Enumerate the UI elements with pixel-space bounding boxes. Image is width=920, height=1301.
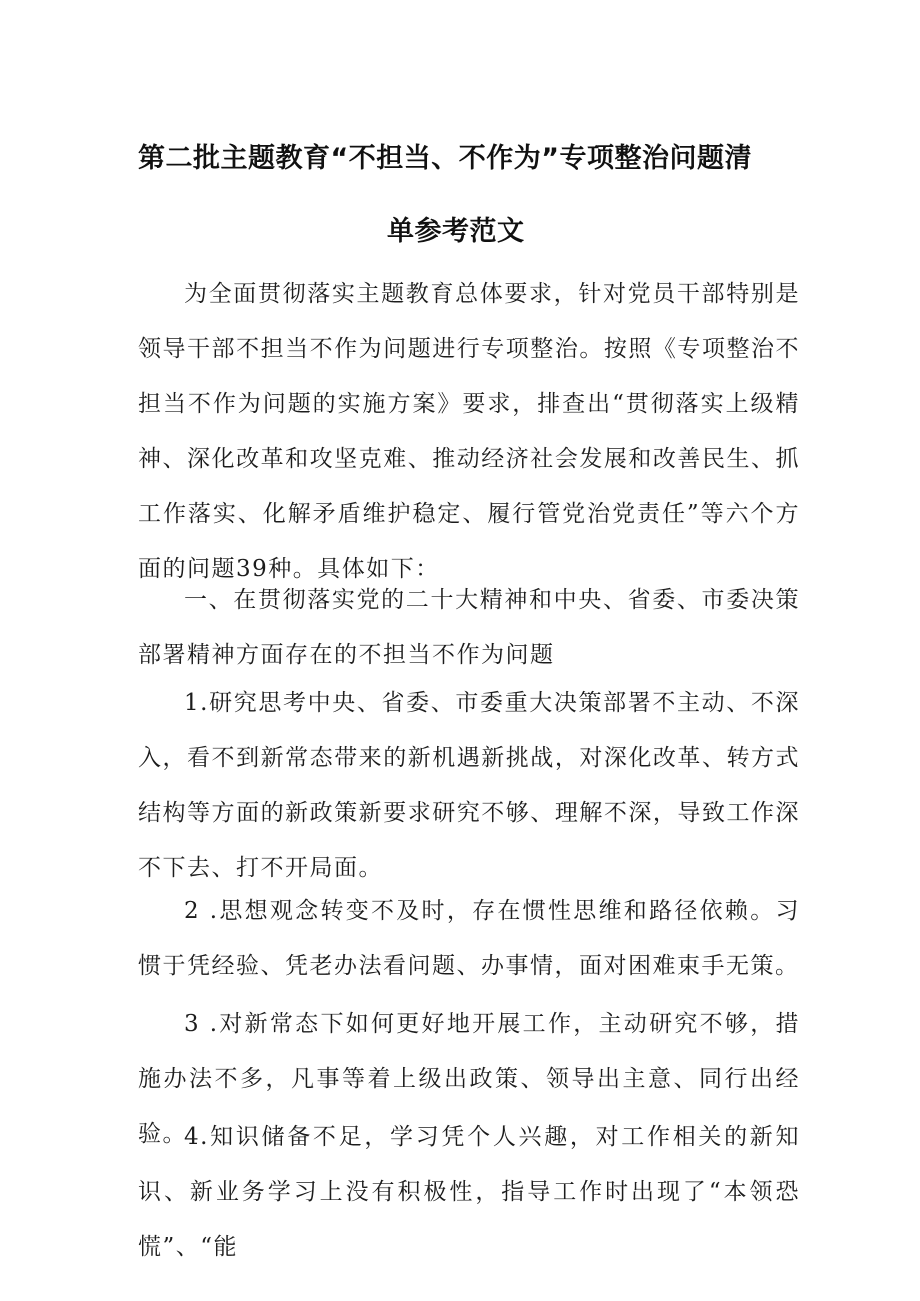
- list-item-1: 1.研究思考中央、省委、市委重大决策部署不主动、不深入，看不到新常态带来的新机遇新挑战，对深化改革、转方式结构等方面的新政策新要求研究不够、理解不深，导致工作深不下去、打不开局面。: [138, 690, 800, 881]
- intro-paragraph: 为全面贯彻落实主题教育总体要求，针对党员干部特别是领导干部不担当不作为问题进行专项整治。按照《专项整治不担当不作为问题的实施方案》要求，排查出“贯彻落实上级精神、深化改革和攻坚克难、推动经济社会发展和改善民生、抓工作落实、化解矛盾维护稳定、履行管党治党责任”等六个方面的问题39种。具体如下：: [138, 281, 800, 582]
- document-title-line-1: 第二批主题教育“不担当、不作为”专项整治问题清: [138, 143, 752, 174]
- document-title-line-2: 单参考范文: [387, 216, 525, 247]
- list-item-4: 4.知识储备不足，学习凭个人兴趣，对工作相关的新知识、新业务学习上没有积极性，指导工作时出现了“本领恐慌”、“能: [138, 1124, 800, 1260]
- list-item-2: 2 .思想观念转变不及时，存在惯性思维和路径依赖。习惯于凭经验、凭老办法看问题、办事情，面对困难束手无策。: [138, 898, 800, 979]
- section-1-heading: 一、在贯彻落实党的二十大精神和中央、省委、市委决策部署精神方面存在的不担当不作为问题: [138, 587, 800, 668]
- list-item-3: 3 .对新常态下如何更好地开展工作，主动研究不够，措施办法不多，凡事等着上级出政策、领导出主意、同行出经验。: [138, 1011, 800, 1147]
